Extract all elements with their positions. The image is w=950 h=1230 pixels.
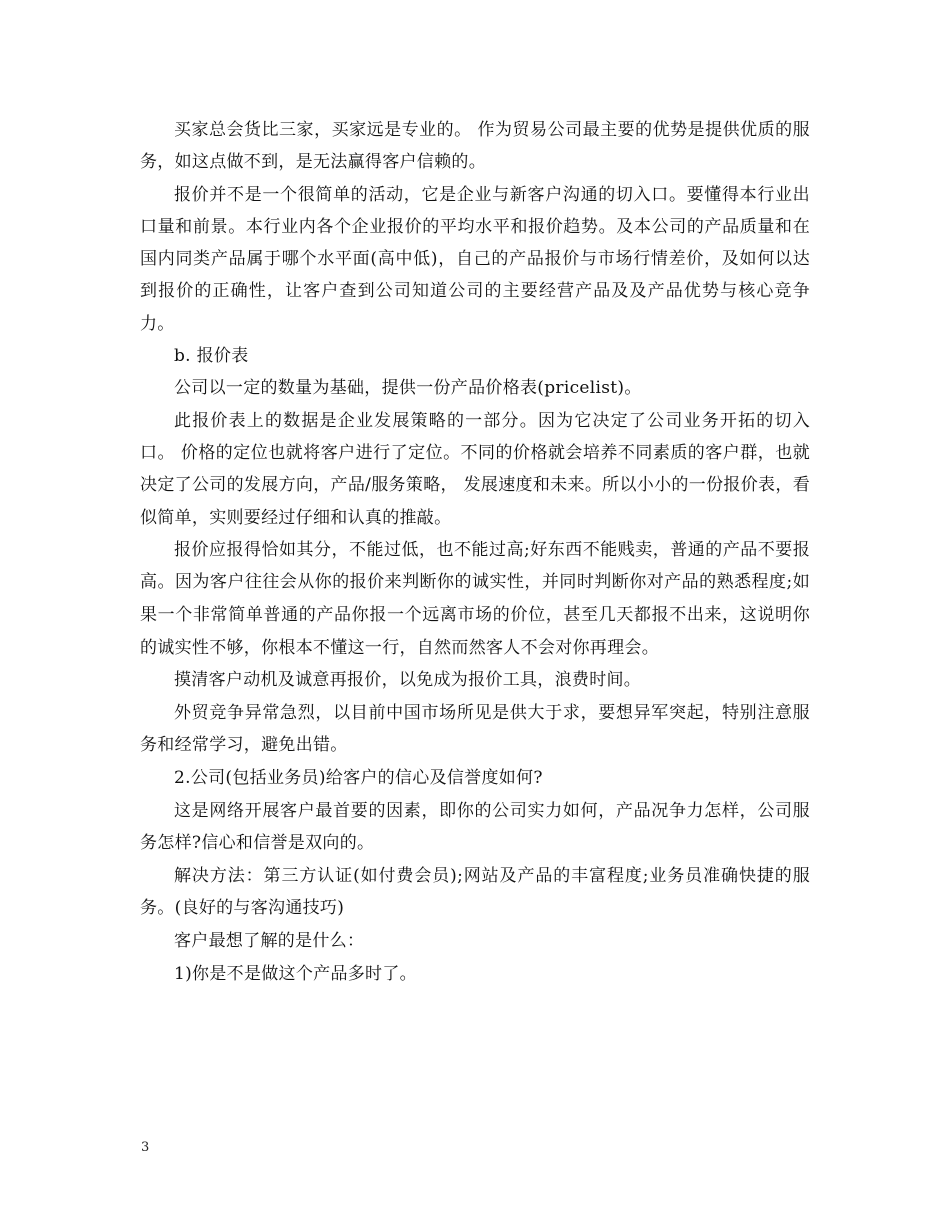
paragraph-solution: 解决方法：第三方认证(如付费会员);网站及产品的丰富程度;业务员准确快捷的服务。(良好的与客沟通技巧) <box>140 865 810 919</box>
list-item-experience: 1)你是不是做这个产品多时了。 <box>174 963 417 984</box>
paragraph-quality-service: 买家总会货比三家，买家远是专业的。 作为贸易公司最主要的优势是提供优质的服务，如这点做不到，是无法赢得客户信赖的。 <box>140 120 810 173</box>
paragraph-price-list-strategy: 此报价表上的数据是企业发展策略的一部分。因为它决定了公司业务开拓的切入口。 价格的定位也就将客户进行了定位。不同的价格就会培养不同素质的客户群，也就决定了公司的发展方向，产品/服务策略， 发展速度和未来。所以小小的一份报价表，看似简单，实则要经过仔细和认真的推敲。 <box>140 410 810 528</box>
paragraph-appropriate-pricing: 报价应报得恰如其分，不能过低，也不能过高;好东西不能贱卖，普通的产品不要报高。因为客户往往会从你的报价来判断你的诚实性，并同时判断你对产品的熟悉程度;如果一个非常简单普通的产品你报一个远离市场的价位，甚至几天都报不出来，这说明你的诚实性不够，你根本不懂这一行，自然而然客人不会对你再理会。 <box>140 539 810 658</box>
paragraph-trust-factor: 这是网络开展客户最首要的因素，即你的公司实力如何，产品况争力怎样，公司服务怎样?信心和信誉是双向的。 <box>140 800 810 854</box>
page-number: 3 <box>141 1140 150 1155</box>
section-heading-price-list: b. 报价表 <box>174 346 249 367</box>
paragraph-quotation-overview: 报价并不是一个很简单的活动，它是企业与新客户沟通的切入口。要懂得本行业出口量和前景。本行业内各个企业报价的平均水平和报价趋势。及本公司的产品质量和在国内同类产品属于哪个水平面(高中低)，自己的产品报价与市场行情差价，及如何以达到报价的正确性，让客户查到公司知道公司的主要经营产品及及产品优势与核心竞争力。 <box>140 184 810 334</box>
section-heading-trust: 2.公司(包括业务员)给客户的信心及信誉度如何? <box>174 768 543 789</box>
paragraph-customer-motive: 摸清客户动机及诚意再报价，以免成为报价工具，浪费时间。 <box>174 670 642 691</box>
document-body <box>140 114 810 990</box>
paragraph-competition: 外贸竞争异常急烈，以目前中国市场所见是供大于求，要想异军突起，特别注意服务和经常学习，避免出错。 <box>140 702 810 756</box>
paragraph-price-list-basis: 公司以一定的数量为基础，提供一份产品价格表(pricelist)。 <box>174 378 642 399</box>
paragraph-customer-wants: 客户最想了解的是什么： <box>174 930 365 951</box>
